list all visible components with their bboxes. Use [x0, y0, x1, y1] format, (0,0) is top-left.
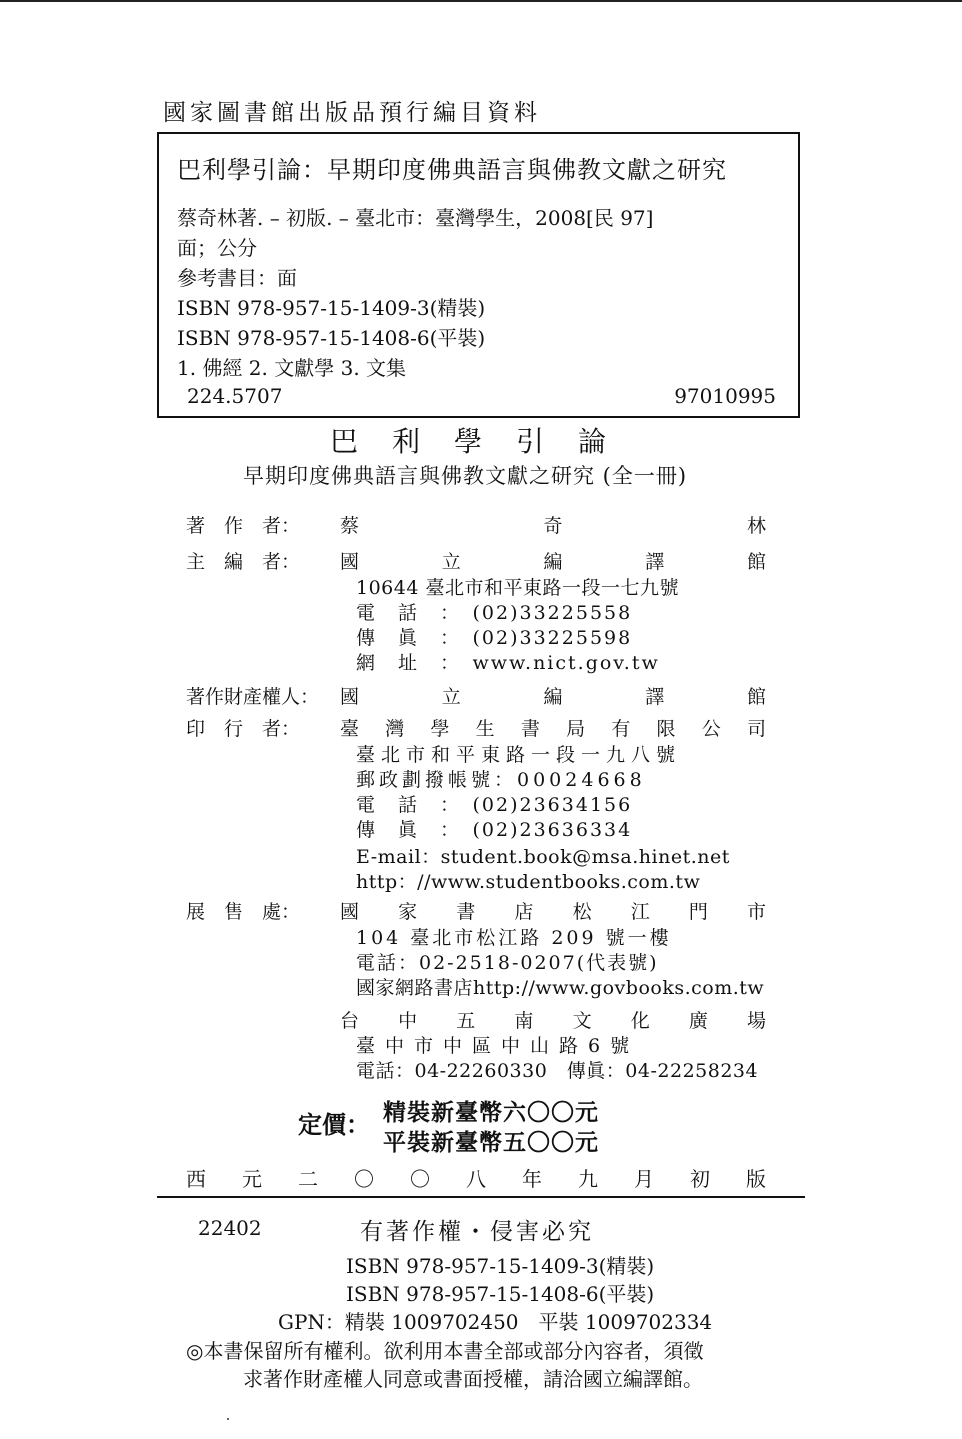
edition-char: 西	[186, 1167, 206, 1191]
printer-postal-account: 郵政劃撥帳號：00024668	[356, 769, 646, 791]
store1-phone: 電話：02-2518-0207(代表號)	[356, 952, 659, 974]
editor-char: 國	[340, 551, 360, 573]
edition-char: 初	[690, 1167, 710, 1191]
editor-char: 館	[746, 551, 766, 573]
printer-address: 臺北市和平東路一段一九八號	[356, 744, 682, 766]
edition-char: 〇	[354, 1167, 374, 1191]
printer-char: 生	[475, 718, 495, 740]
stray-mark	[227, 1418, 229, 1420]
printer-website: http：//www.studentbooks.com.tw	[356, 871, 701, 893]
store1-online-store: 國家網路書店http://www.govbooks.com.tw	[356, 977, 765, 999]
editor-name	[340, 547, 766, 574]
store2-char: 五	[456, 1010, 476, 1032]
edition-char: 月	[634, 1167, 654, 1191]
cip-title: 巴利學引論：早期印度佛典語言與佛教文獻之研究	[177, 156, 727, 184]
editor-char: 譯	[645, 551, 665, 573]
store1-address: 104 臺北市松江路 209 號一樓	[356, 927, 672, 949]
edition-char: 〇	[410, 1167, 430, 1191]
price-paperback: 平裝新臺幣五〇〇元	[383, 1129, 599, 1156]
price-hardcover: 精裝新臺幣六〇〇元	[383, 1099, 599, 1126]
store2-char: 南	[514, 1010, 534, 1032]
editor-address: 10644 臺北市和平東路一段一七九號	[356, 577, 679, 599]
cip-line: 參考書目：面	[177, 266, 297, 290]
rights-holder-char: 譯	[645, 686, 665, 708]
printer-char: 灣	[385, 718, 405, 740]
isbn-paperback: ISBN 978-957-15-1408-6(平裝)	[346, 1282, 655, 1306]
store2-phone-fax: 電話：04-22260330 傳眞：04-22258234	[356, 1060, 759, 1082]
printer-char: 局	[566, 718, 586, 740]
store1-char: 家	[398, 901, 418, 923]
sales-store2-name	[340, 1006, 766, 1033]
store2-char: 中	[398, 1010, 418, 1032]
store1-char: 店	[514, 901, 534, 923]
store1-char: 江	[630, 901, 650, 923]
rights-notice-line2: 求著作財產權人同意或書面授權，請洽國立編譯館。	[243, 1367, 703, 1391]
rights-notice-line1: ◎本書保留所有權利。欲利用本書全部或部分內容者，須徵	[186, 1339, 704, 1363]
book-title: 巴利學引論	[330, 425, 641, 458]
rights-holder-char: 國	[340, 686, 360, 708]
author-label: 著 作 者：	[186, 515, 301, 537]
store2-char: 場	[746, 1010, 766, 1032]
cip-classification: 224.5707	[187, 384, 283, 408]
printer-label: 印 行 者：	[186, 718, 301, 740]
cip-line: 面；公分	[177, 236, 257, 260]
edition-char: 八	[466, 1167, 486, 1191]
cip-record-number: 97010995	[674, 384, 776, 408]
rights-holder-label: 著作財產權人：	[186, 686, 320, 708]
printer-char: 限	[656, 718, 676, 740]
store1-char: 國	[340, 901, 360, 923]
printer-phone: 電 話 ： (02)23634156	[356, 794, 633, 816]
cip-line: 1. 佛經 2. 文獻學 3. 文集	[177, 356, 407, 380]
store2-char: 台	[340, 1010, 360, 1032]
isbn-hardcover: ISBN 978-957-15-1409-3(精裝)	[346, 1254, 655, 1278]
printer-char: 公	[701, 718, 721, 740]
rights-holder-char: 立	[441, 686, 461, 708]
store2-address: 臺中市中區中山路6號	[356, 1035, 640, 1057]
rights-holder-char: 編	[543, 686, 563, 708]
editor-fax: 傳 眞 ： (02)33225598	[356, 627, 633, 649]
cip-line: ISBN 978-957-15-1408-6(平裝)	[177, 326, 486, 350]
edition-char: 元	[242, 1167, 262, 1191]
edition-char: 二	[298, 1167, 318, 1191]
copyright-notice: 有著作權・侵害必究	[360, 1219, 594, 1245]
edition-date	[186, 1163, 766, 1192]
sales-store1-name	[340, 897, 766, 924]
store1-char: 市	[746, 901, 766, 923]
gpn-numbers: GPN：精裝 1009702450 平裝 1009702334	[278, 1310, 713, 1334]
editor-char: 立	[441, 551, 461, 573]
store1-char: 松	[572, 901, 592, 923]
top-border-line	[0, 0, 962, 2]
author-char: 蔡	[340, 515, 360, 537]
editor-char: 編	[543, 551, 563, 573]
catalog-code: 22402	[198, 1216, 262, 1240]
printer-char: 臺	[340, 718, 360, 740]
cip-line: ISBN 978-957-15-1409-3(精裝)	[177, 296, 486, 320]
printer-email: E-mail：student.book@msa.hinet.net	[356, 846, 730, 868]
store2-char: 化	[630, 1010, 650, 1032]
cip-record-box	[157, 132, 800, 418]
cip-line: 蔡奇林著. – 初版. – 臺北市：臺灣學生，2008[民 97]	[177, 206, 654, 230]
store1-char: 書	[456, 901, 476, 923]
divider-line	[157, 1196, 805, 1198]
cip-heading: 國家圖書館出版品預行編目資料	[163, 100, 541, 126]
printer-char: 有	[611, 718, 631, 740]
store1-char: 門	[688, 901, 708, 923]
edition-char: 九	[578, 1167, 598, 1191]
author-char: 林	[746, 515, 766, 537]
printer-fax: 傳 眞 ： (02)23636334	[356, 819, 633, 841]
printer-char: 司	[746, 718, 766, 740]
author-char: 奇	[543, 515, 563, 537]
store2-char: 廣	[688, 1010, 708, 1032]
price-label: 定價：	[298, 1110, 370, 1139]
store2-char: 文	[572, 1010, 592, 1032]
printer-char: 學	[430, 718, 450, 740]
printer-name	[340, 714, 766, 741]
editor-phone: 電 話 ： (02)33225558	[356, 602, 633, 624]
editor-label: 主 編 者：	[186, 551, 301, 573]
editor-website: 網 址 ： www.nict.gov.tw	[356, 652, 660, 674]
printer-char: 書	[520, 718, 540, 740]
author-name	[340, 511, 766, 538]
book-subtitle: 早期印度佛典語言與佛教文獻之研究 (全一冊)	[243, 464, 688, 488]
edition-char: 版	[746, 1167, 766, 1191]
rights-holder-char: 館	[746, 686, 766, 708]
sales-label: 展 售 處：	[186, 901, 301, 923]
edition-char: 年	[522, 1167, 542, 1191]
rights-holder-name	[340, 682, 766, 709]
